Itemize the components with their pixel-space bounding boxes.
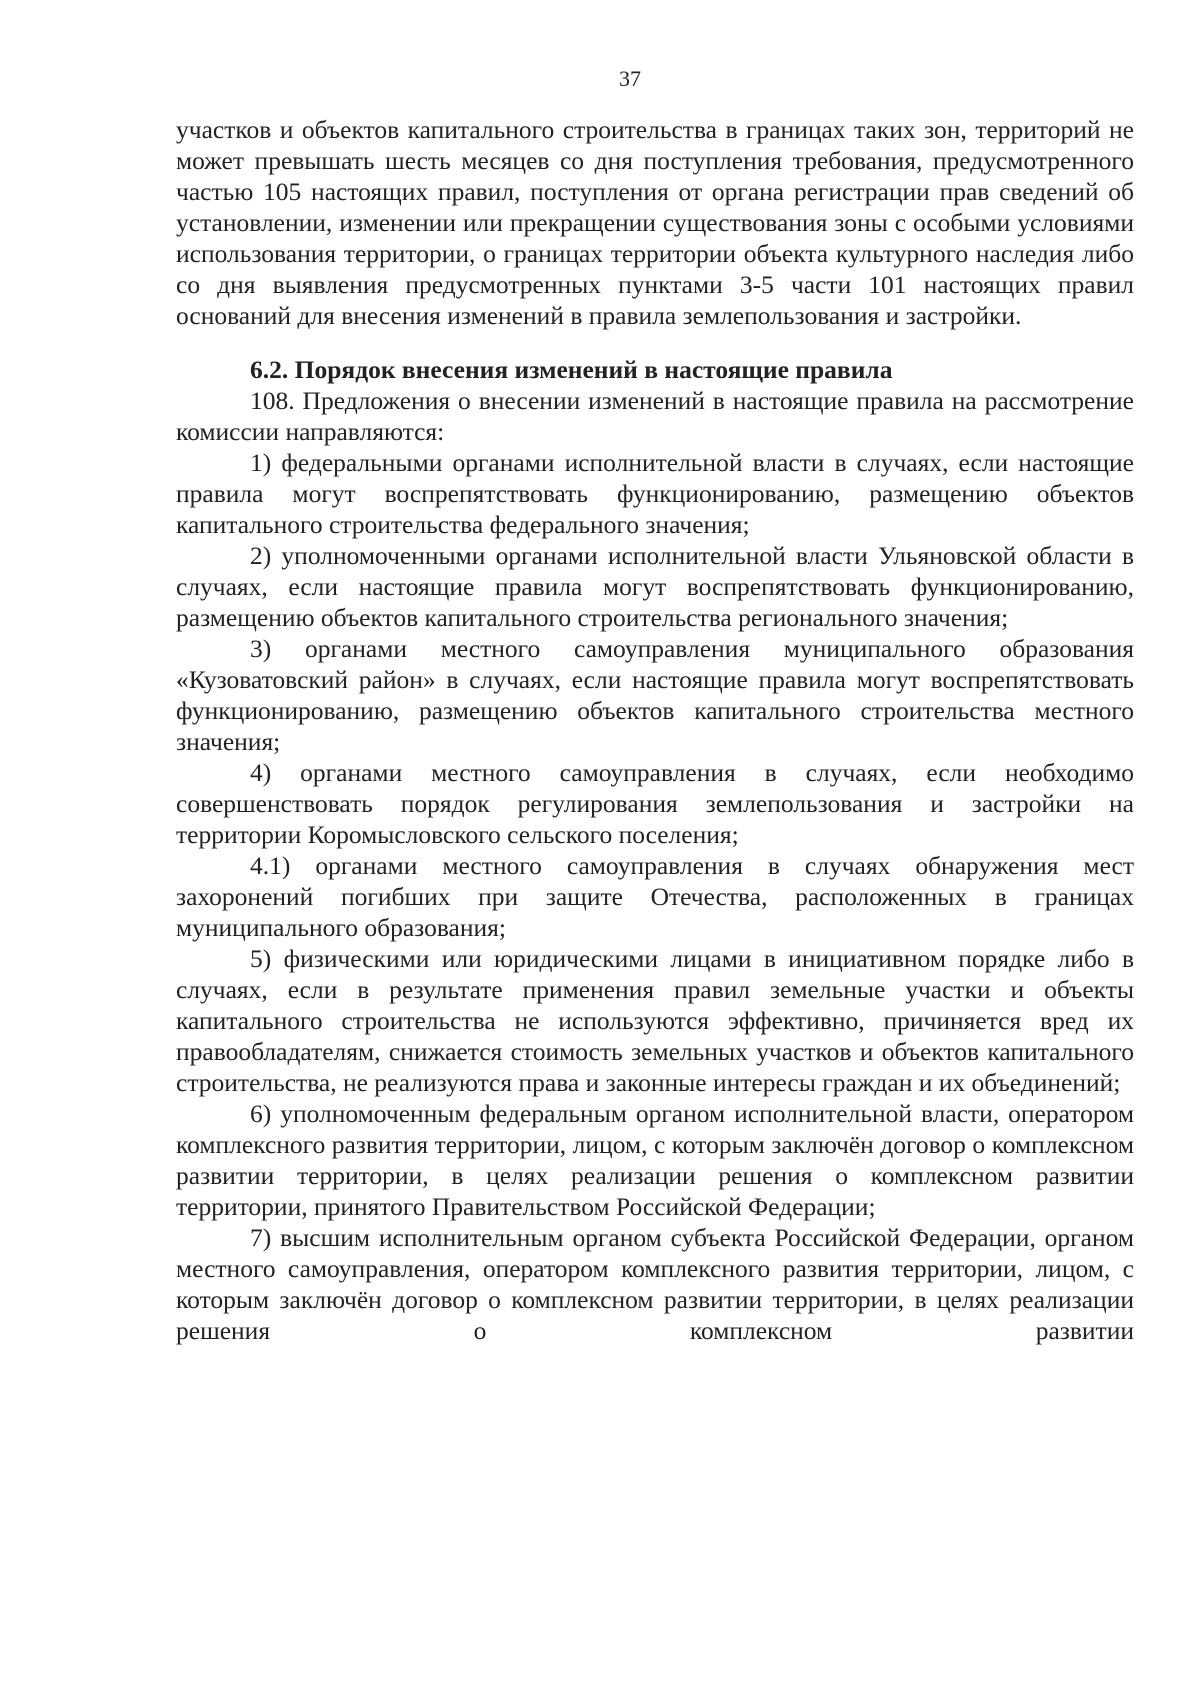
list-item-4: 4) органами местного самоуправления в случаях, если необходимо совершенствовать порядок регулирования землепользования и застройки на территории Коромысловского сельского поселения; [176,758,1134,849]
continuation-paragraph: участков и объектов капитального строительства в границах таких зон, территорий не может превышать шесть месяцев со дня поступления требования, предусмотренного частью 105 настоящих правил, поступления от органа регистрации прав сведений об установлении, изменении или прекращении существования зоны с особыми условиями использования территории, о границах территории объекта культурного наследия либо со дня выявления предусмотренных пунктами 3-5 части 101 настоящих правил оснований для внесения изменений в правила землепользования и застройки. [176,115,1134,330]
list-item-4-1: 4.1) органами местного самоуправления в случаях обнаружения мест захоронений погибших при защите Отечества, расположенных в границах муниципального образования; [176,851,1134,942]
list-item-5: 5) физическими или юридическими лицами в инициативном порядке либо в случаях, если в результате применения правил земельные участки и объекты капитального строительства не используются эффективно, причиняется вред их правообладателям, снижается стоимость земельных участков и объектов капитального строительства, не реализуются права и законные интересы граждан и их объединений; [176,944,1134,1097]
page-body [176,114,1134,1346]
list-item-3: 3) органами местного самоуправления муниципального образования «Кузоватовский район» в случаях, если настоящие правила могут воспрепятствовать функционированию, размещению объектов капитального строительства местного значения; [176,634,1134,756]
page-number: 37 [619,66,641,91]
list-item-6: 6) уполномоченным федеральным органом исполнительной власти, оператором комплексного развития территории, лицом, с которым заключён договор о комплексном развитии территории, в целях реализации решения о комплексном развитии территории, принятого Правительством Российской Федерации; [176,1099,1134,1221]
paragraph-108: 108. Предложения о внесении изменений в настоящие правила на рассмотрение комиссии направляются: [176,386,1134,446]
list-item-1: 1) федеральными органами исполнительной власти в случаях, если настоящие правила могут воспрепятствовать функционированию, размещению объектов капитального строительства федерального значения; [176,448,1134,539]
section-heading: 6.2. Порядок внесения изменений в настоящие правила [250,355,893,384]
list-item-7: 7) высшим исполнительным органом субъекта Российской Федерации, органом местного самоуправления, оператором комплексного развития территории, лицом, с которым заключён договор о комплексном развитии территории, в целях реализации решения о комплексном развитии [176,1223,1134,1345]
list-item-2: 2) уполномоченными органами исполнительной власти Ульяновской области в случаях, если настоящие правила могут воспрепятствовать функционированию, размещению объектов капитального строительства регионального значения; [176,541,1134,632]
